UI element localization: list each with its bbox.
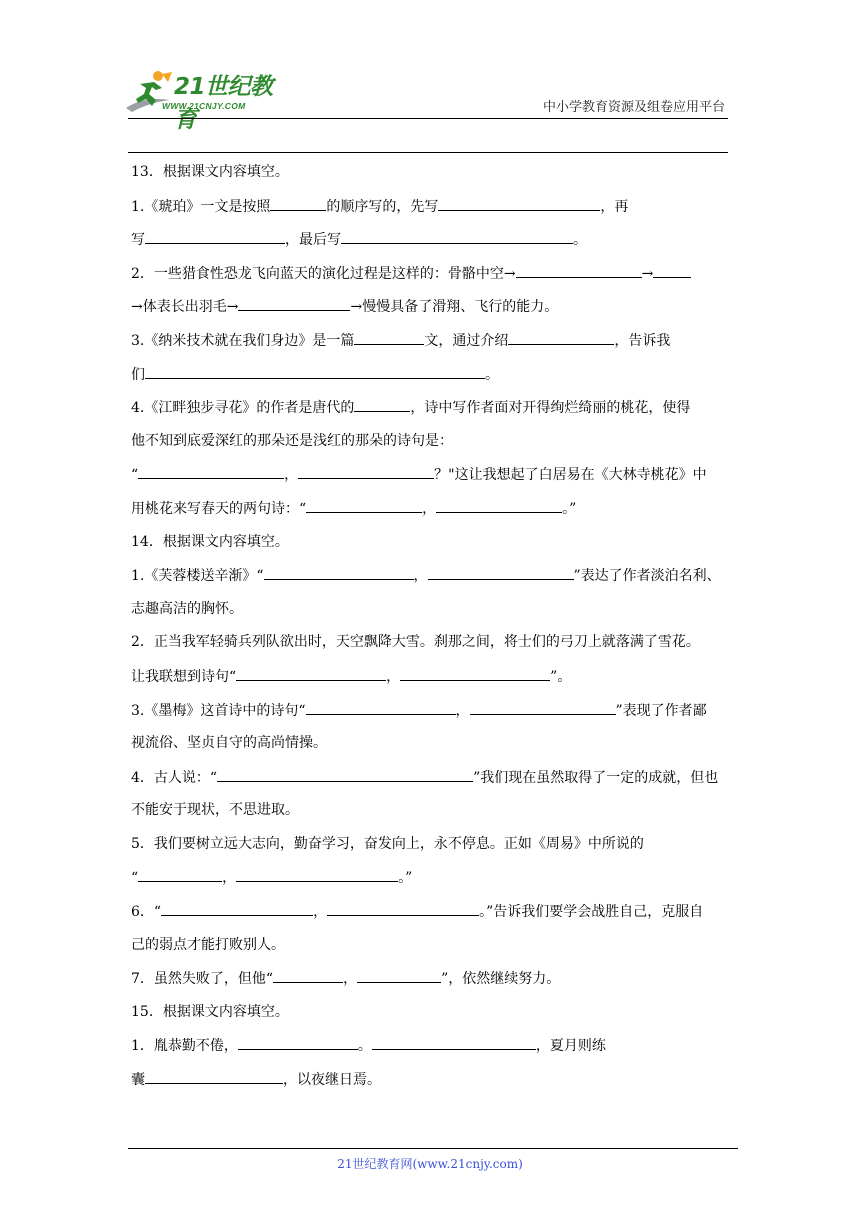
line-text: ”，依然继续努力。: [441, 971, 561, 988]
line-text: ，以夜继日焉。: [283, 1072, 381, 1089]
line-text: 14．根据课文内容填空。: [131, 533, 289, 550]
worksheet-content: [131, 161, 729, 1102]
line-text: 4．古人说：“: [131, 769, 218, 786]
answer-blank[interactable]: [438, 195, 600, 211]
line-text: →: [641, 265, 654, 282]
worksheet-line: [131, 732, 729, 766]
line-text: 1.《琥珀》一文是按照: [131, 198, 271, 215]
answer-blank[interactable]: [145, 1068, 283, 1084]
answer-blank[interactable]: [238, 295, 350, 311]
answer-blank[interactable]: [298, 463, 434, 479]
line-text: 。”: [398, 870, 413, 887]
line-text: 让我联想到诗句“: [131, 668, 237, 685]
line-text: 己的弱点才能打败别人。: [131, 936, 285, 953]
answer-blank[interactable]: [161, 900, 313, 916]
answer-blank[interactable]: [217, 766, 473, 782]
worksheet-line: [131, 295, 729, 329]
answer-blank[interactable]: [327, 900, 479, 916]
footer-divider: [128, 1148, 738, 1149]
worksheet-line: [131, 430, 729, 464]
answer-blank[interactable]: [273, 967, 343, 983]
line-text: →慢慢具备了滑翔、飞行的能力。: [350, 299, 559, 316]
content-top-divider: [128, 152, 728, 153]
worksheet-line: [131, 195, 729, 229]
line-text: ，: [413, 568, 428, 585]
worksheet-line: [131, 531, 729, 565]
answer-blank[interactable]: [145, 363, 485, 379]
worksheet-line: [131, 396, 729, 430]
line-text: “: [131, 870, 139, 887]
answer-blank[interactable]: [236, 866, 398, 882]
worksheet-line: [131, 833, 729, 867]
worksheet-line: [131, 967, 729, 1001]
worksheet-line: [131, 262, 729, 296]
worksheet-line: [131, 161, 729, 195]
line-text: ”我们现在虽然取得了一定的成就，但也: [473, 769, 719, 786]
line-text: 1．胤恭勤不倦，: [131, 1038, 238, 1055]
worksheet-line: [131, 363, 729, 397]
answer-blank[interactable]: [470, 699, 616, 715]
line-text: ，: [455, 702, 470, 719]
answer-blank[interactable]: [138, 866, 222, 882]
worksheet-line: [131, 598, 729, 632]
line-text: ，: [313, 904, 328, 921]
line-text: 他不知到底爱深红的那朵还是浅红的那朵的诗句是：: [131, 432, 453, 449]
line-text: 4.《江畔独步寻花》的作者是唐代的: [131, 400, 355, 417]
line-text: 。”告诉我们要学会战胜自己，克服自: [479, 904, 704, 921]
answer-blank[interactable]: [354, 329, 424, 345]
logo-brand-text: 21世纪教育: [174, 74, 273, 133]
answer-blank[interactable]: [357, 967, 441, 983]
worksheet-line: [131, 1068, 729, 1102]
line-text: 5．我们要树立远大志向，勤奋学习，奋发向上，永不停息。正如《周易》中所说的: [131, 835, 644, 852]
line-text: 视流俗、坚贞自守的高尚情操。: [131, 735, 327, 752]
line-text: 们: [131, 366, 145, 383]
line-text: 的顺序写的，先写: [326, 198, 439, 215]
line-text: 不能安于现状，不思进取。: [131, 802, 299, 819]
line-text: ，诗中写作者面对开得绚烂绮丽的桃花，使得: [410, 400, 691, 417]
line-text: 志趣高洁的胸怀。: [131, 600, 243, 617]
line-text: 。: [357, 1038, 372, 1055]
answer-blank[interactable]: [516, 262, 642, 278]
line-text: 3.《墨梅》这首诗中的诗句“: [131, 702, 306, 719]
line-text: ，: [422, 500, 437, 517]
worksheet-line: [131, 665, 729, 699]
line-text: ”表达了作者淡泊名利、: [573, 568, 721, 585]
answer-blank[interactable]: [372, 1034, 536, 1050]
worksheet-line: [131, 699, 729, 733]
line-text: 。”: [562, 500, 577, 517]
worksheet-line: [131, 1001, 729, 1035]
answer-blank[interactable]: [306, 497, 422, 513]
line-text: 3.《纳米技术就在我们身边》是一篇: [131, 332, 355, 349]
logo-url-text: WWW.21CNJY.COM: [162, 101, 246, 111]
line-text: 2．正当我军轻骑兵列队欲出时，天空飘降大雪。刹那之间，将士们的弓刀上就落满了雪花。: [131, 634, 700, 651]
answer-blank[interactable]: [236, 665, 386, 681]
line-text: ，: [222, 870, 237, 887]
worksheet-line: [131, 799, 729, 833]
line-text: 1.《芙蓉楼送辛渐》“: [131, 568, 264, 585]
answer-blank[interactable]: [341, 228, 573, 244]
line-text: ”表现了作者鄙: [615, 702, 707, 719]
line-text: ，: [343, 971, 358, 988]
line-text: ，: [284, 467, 299, 484]
answer-blank[interactable]: [400, 665, 550, 681]
worksheet-line: [131, 228, 729, 262]
footer-link[interactable]: 21世纪教育网(www.21cnjy.com): [337, 1157, 523, 1171]
line-text: ？"这让我想起了白居易在《大林寺桃花》中: [434, 467, 707, 484]
answer-blank[interactable]: [508, 329, 614, 345]
worksheet-line: [131, 564, 729, 598]
site-logo: [122, 70, 292, 133]
line-text: 文，通过介绍: [424, 332, 509, 349]
line-text: ”。: [550, 668, 572, 685]
worksheet-line: [131, 463, 729, 497]
answer-blank[interactable]: [436, 497, 562, 513]
answer-blank[interactable]: [264, 564, 414, 580]
worksheet-line: [131, 866, 729, 900]
worksheet-line: [131, 631, 729, 665]
line-text: ，夏月则练: [535, 1038, 606, 1055]
line-text: 15．根据课文内容填空。: [131, 1003, 289, 1020]
worksheet-line: [131, 766, 729, 800]
line-text: “: [131, 467, 139, 484]
line-text: 。: [573, 232, 587, 249]
answer-blank[interactable]: [145, 228, 285, 244]
platform-title: 中小学教育资源及组卷应用平台: [542, 100, 725, 115]
line-text: ，再: [600, 198, 629, 215]
line-text: 。: [485, 366, 499, 383]
line-text: 2．一些猎食性恐龙飞向蓝天的演化过程是这样的：骨骼中空→: [131, 265, 516, 282]
line-text: 7．虽然失败了，但他“: [131, 971, 274, 988]
line-text: →体表长出羽毛→: [131, 299, 239, 316]
worksheet-line: [131, 1034, 729, 1068]
answer-blank[interactable]: [653, 262, 691, 278]
line-text: ，: [386, 668, 401, 685]
line-text: 写: [131, 232, 145, 249]
line-text: 6．“: [131, 904, 162, 921]
line-text: ，最后写: [285, 232, 341, 249]
answer-blank[interactable]: [354, 396, 410, 412]
worksheet-line: [131, 900, 729, 934]
answer-blank[interactable]: [238, 1034, 358, 1050]
worksheet-line: [131, 329, 729, 363]
line-text: 13．根据课文内容填空。: [131, 164, 289, 180]
answer-blank[interactable]: [270, 195, 326, 211]
worksheet-line: [131, 934, 729, 968]
answer-blank[interactable]: [306, 699, 456, 715]
line-text: 用桃花来写春天的两句诗：“: [131, 500, 307, 517]
header-divider: [128, 118, 728, 119]
worksheet-line: [131, 497, 729, 531]
line-text: ，告诉我: [614, 332, 671, 349]
answer-blank[interactable]: [138, 463, 284, 479]
answer-blank[interactable]: [428, 564, 574, 580]
line-text: 囊: [131, 1072, 145, 1089]
